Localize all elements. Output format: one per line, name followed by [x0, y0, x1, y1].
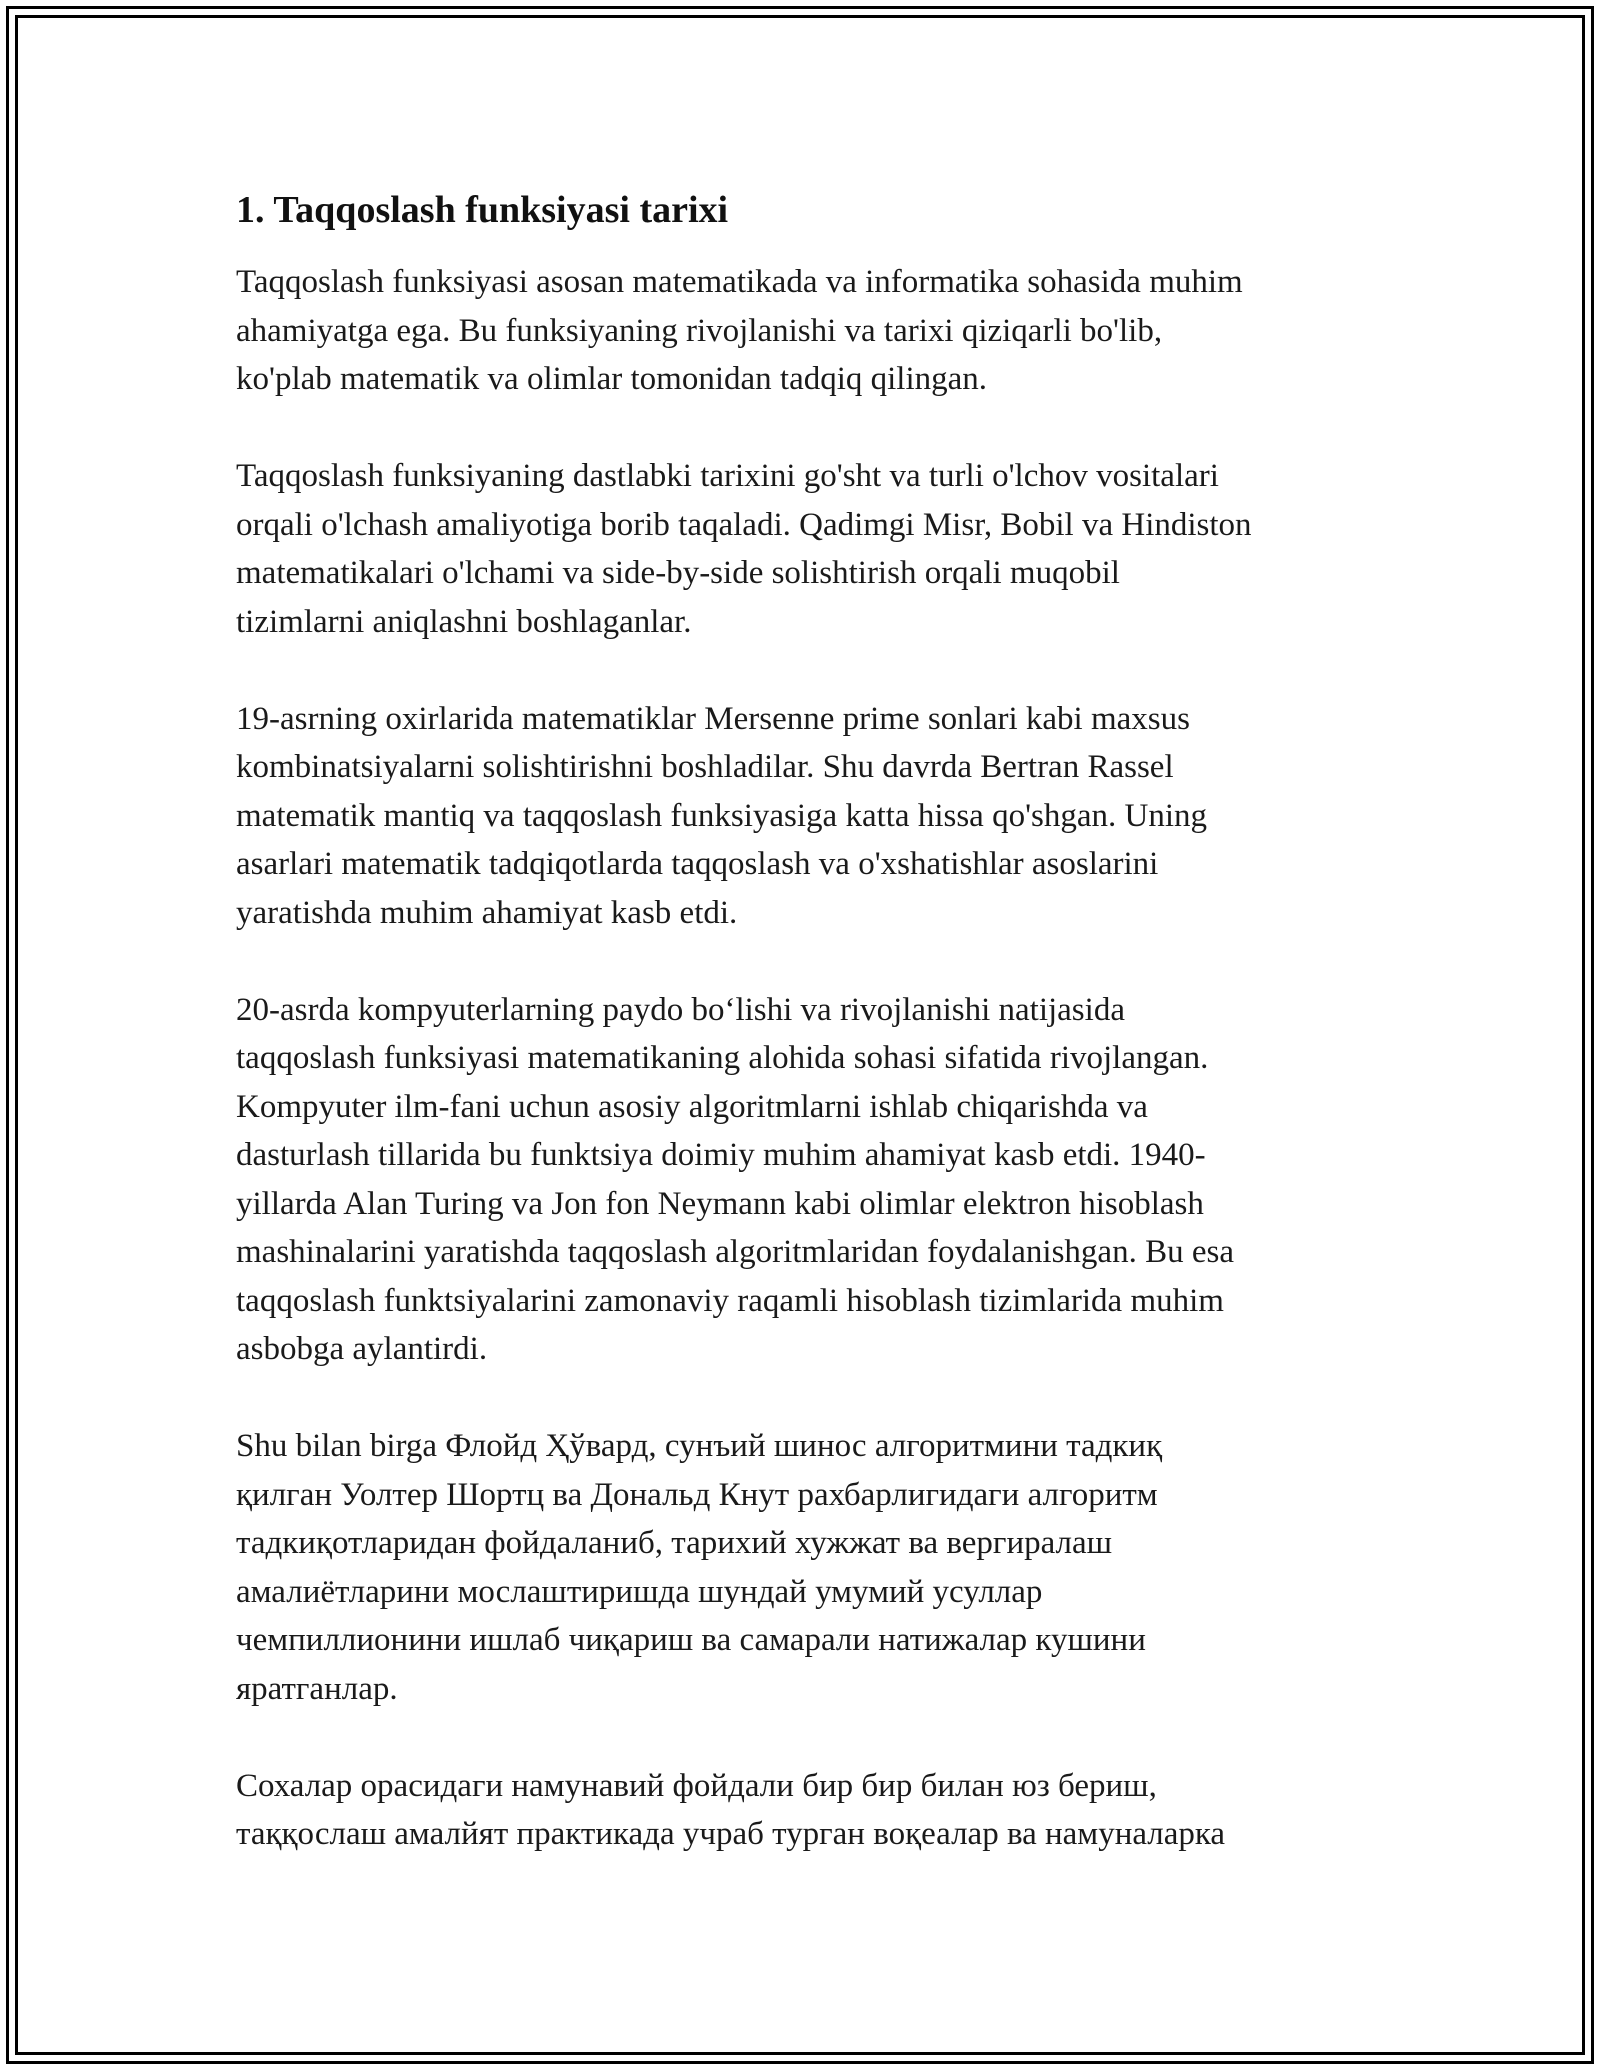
text-line: чемпиллионини ишлаб чиқариш ва самарали натижалар кушини	[236, 1622, 1146, 1658]
text-line: Kompyuter ilm-fani uchun asosiy algoritmlarni ishlab chiqarishda va	[236, 1088, 1148, 1125]
text-line: Shu bilan birga Флойд Ҳўвард, сунъий шинос алгоритмини тадкиқ	[236, 1428, 1163, 1464]
paragraph-1	[236, 258, 1386, 404]
text-line: 20-asrda kompyuterlarning paydo bo‘lishi va rivojlanishi natijasida	[236, 991, 1125, 1028]
text-line: kombinatsiyalarni solishtirishni boshladilar. Shu davrda Bertran Rassel	[236, 749, 1174, 785]
text-line: taqqoslash funktsiyalarini zamonaviy raqamli hisoblash tizimlarida muhim	[236, 1282, 1224, 1319]
paragraph-4	[236, 986, 1386, 1374]
text-line: orqali o'lchash amaliyotiga borib taqaladi. Qadimgi Misr, Bobil va Hindiston	[236, 506, 1252, 543]
text-line: яратганлар.	[236, 1670, 398, 1707]
text-line: matematik mantiq va taqqoslash funksiyasiga katta hissa qo'shgan. Uning	[236, 797, 1208, 834]
paragraph-5	[236, 1422, 1386, 1713]
text-line: yaratishda muhim ahamiyat kasb etdi.	[236, 894, 738, 931]
text-line: dasturlash tillarida bu funktsiya doimiy muhim ahamiyat kasb etdi. 1940-	[236, 1137, 1206, 1173]
text-line: таққослаш амалйят практикада учраб турган воқеалар ва намуналарка	[236, 1816, 1226, 1852]
text-line: Сохалар орасидаги намунавий фойдали бир бир билан юз бериш,	[236, 1767, 1157, 1804]
text-line: ko'plab matematik va olimlar tomonidan tadqiq qilingan.	[236, 361, 988, 397]
text-line: mashinalarini yaratishda taqqoslash algoritmlaridan foydalanishgan. Bu esa	[236, 1234, 1234, 1270]
text-line: ahamiyatga ega. Bu funksiyaning rivojlanishi va tarixi qiziqarli bo'lib,	[236, 312, 1163, 349]
text-line: Taqqoslash funksiyasi asosan matematikada va informatika sohasida muhim	[236, 264, 1243, 300]
text-line: asbobga aylantirdi.	[236, 1331, 488, 1367]
text-line: Taqqoslash funksiyaning dastlabki tarixini go'sht va turli o'lchov vositalari	[236, 458, 1219, 494]
text-line: yillarda Alan Turing va Jon fon Neymann kabi olimlar elektron hisoblash	[236, 1185, 1204, 1222]
text-line: matematikalari o'lchami va side-by-side solishtirish orqali muqobil	[236, 555, 1120, 591]
text-line: taqqoslash funksiyasi matematikaning alohida sohasi sifatida rivojlangan.	[236, 1040, 1209, 1076]
paragraph-3	[236, 695, 1386, 938]
section-heading: 1. Taqqoslash funksiyasi tarixi	[236, 189, 729, 231]
paragraph-2	[236, 452, 1386, 646]
text-line: қилган Уолтер Шортц ва Дональд Кнут рахбарлигидаги алгоритм	[236, 1476, 1158, 1513]
paragraph-6	[236, 1762, 1386, 1859]
text-line: 19-asrning oxirlarida matematiklar Mersenne prime sonlari kabi maxsus	[236, 700, 1190, 737]
document-body	[236, 186, 1386, 1907]
text-line: амалиётларини мослаштиришда шундай умумий усуллар	[236, 1573, 1043, 1610]
text-line: тадкиқотларидан фойдаланиб, тарихий хужжат ва вергиралаш	[236, 1525, 1113, 1561]
text-line: asarlari matematik tadqiqotlarda taqqoslash va o'xshatishlar asoslarini	[236, 846, 1159, 882]
text-line: tizimlarni aniqlashni boshlaganlar.	[236, 603, 692, 640]
